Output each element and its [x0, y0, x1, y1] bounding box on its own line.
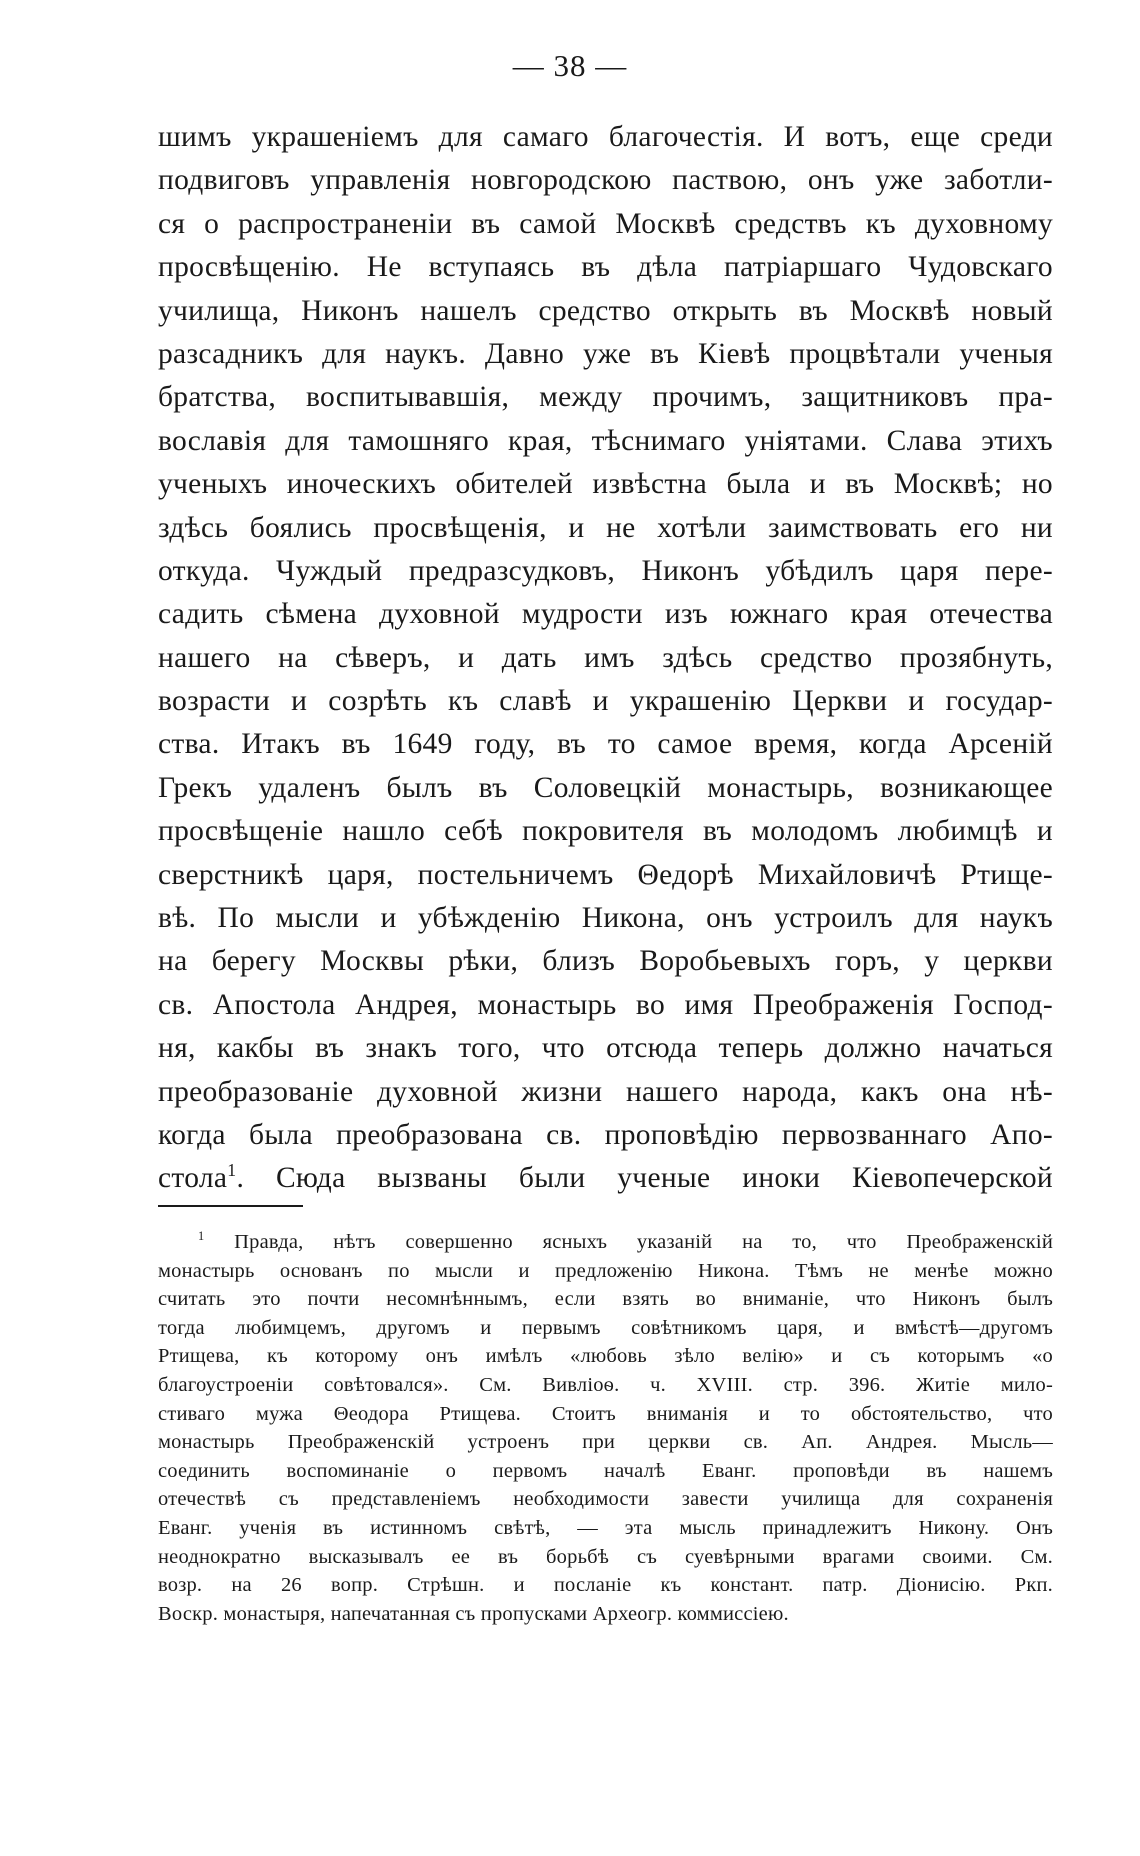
page-number: — 38 —	[512, 48, 628, 83]
text-line: просвѣщенію. Не вступаясь въ дѣла патріаршаго Чудовскаго	[158, 251, 1053, 284]
text-line: вѣ. По мысли и убѣжденію Никона, онъ устроилъ для наукъ	[158, 902, 1053, 935]
footnote-line: Ртищева, къ которому онъ имѣлъ «любовь зѣло велію» и съ которымъ «о	[158, 1345, 1053, 1368]
footnote-line: тогда любимцемъ, другомъ и первымъ совѣтникомъ царя, и вмѣстѣ—другомъ	[158, 1316, 1053, 1339]
footnote-text: Правда, нѣтъ совершенно ясныхъ указаній на то, что Преображенскій	[234, 1231, 1053, 1253]
text-line: св. Апостола Андрея, монастырь во имя Преображенія Господ-	[158, 988, 1053, 1021]
text-line: ства. Итакъ въ 1649 году, въ то самое время, когда Арсеній	[158, 728, 1053, 761]
text-line: Грекъ удаленъ былъ въ Соловецкій монастырь, возникающее	[158, 771, 1053, 804]
text-line: преобразованіе духовной жизни нашего народа, какъ она нѣ-	[158, 1075, 1053, 1108]
footnote-line: считать это почти несомнѣннымъ, если взять во вниманіе, что Никонъ былъ	[158, 1288, 1053, 1311]
text-line: ученыхъ иноческихъ обителей извѣстна была и въ Москвѣ; но	[158, 468, 1053, 501]
footnote-line: монастырь Преображенскій устроенъ при церкви св. Ап. Андрея. Мысль—	[158, 1431, 1053, 1454]
text-line: подвиговъ управленія новгородскою паствою, онъ уже заботли-	[158, 164, 1053, 197]
footnote-line-last: Воскр. монастыря, напечатанная съ пропусками Археогр. коммиссіею.	[158, 1602, 789, 1625]
text-fragment: . Сюда вызваны были ученые иноки Кіевопечерской	[236, 1162, 1053, 1195]
text-line: откуда. Чуждый предразсудковъ, Никонъ убѣдилъ царя пере-	[158, 554, 1053, 587]
text-line: разсадникъ для наукъ. Давно уже въ Кіевѣ процвѣтали ученыя	[158, 337, 1053, 370]
text-line: шимъ украшеніемъ для самаго благочестія. И вотъ, еще среди	[158, 121, 1053, 153]
main-text	[158, 116, 1053, 1201]
text-line: на берегу Москвы рѣки, близъ Воробьевыхъ горъ, у церкви	[158, 945, 1053, 978]
text-line-last	[158, 1157, 1053, 1200]
text-fragment: стола	[158, 1162, 228, 1195]
footnote-line: неоднократно высказывалъ ее въ борьбѣ съ суевѣрными врагами своими. См.	[158, 1545, 1053, 1568]
text-line: сверстникѣ царя, постельничемъ Θедорѣ Михайловичѣ Ртище-	[158, 858, 1053, 891]
text-line: просвѣщеніе нашло себѣ покровителя въ молодомъ любимцѣ и	[158, 815, 1053, 848]
text-line: братства, воспитывавшія, между прочимъ, защитниковъ пра-	[158, 381, 1053, 414]
footnote-marker: 1	[198, 1229, 205, 1244]
text-line: училища, Никонъ нашелъ средство открыть въ Москвѣ новый	[158, 294, 1053, 327]
text-line: когда была преобразована св. проповѣдію первозваннаго Апо-	[158, 1118, 1053, 1151]
text-line: ня, какбы въ знакъ того, что отсюда теперь должно начаться	[158, 1032, 1053, 1065]
text-line: нашего на сѣверъ, и дать имъ здѣсь средство прозябнуть,	[158, 641, 1053, 674]
text-line: садить сѣмена духовной мудрости изъ южнаго края отечества	[158, 598, 1053, 631]
footnote-line: отечествѣ съ представленіемъ необходимости завести училища для сохраненія	[158, 1488, 1053, 1511]
footnote-line: возр. на 26 вопр. Стрѣшн. и посланіе къ констант. патр. Діонисію. Ркп.	[158, 1574, 1053, 1597]
footnote-divider	[158, 1205, 303, 1207]
footnote-line: Еванг. ученія въ истинномъ свѣтѣ, — эта мысль принадлежитъ Никону. Онъ	[158, 1516, 1053, 1539]
footnote-line: стиваго мужа Θеодора Ртищева. Стоитъ вниманія и то обстоятельство, что	[158, 1402, 1053, 1425]
footnote-reference[interactable]: 1	[227, 1160, 237, 1181]
text-line: вославія для тамошняго края, тѣснимаго уніятами. Слава этихъ	[158, 424, 1053, 457]
footnote-line: соединить воспоминаніе о первомъ началѣ Еванг. проповѣди въ нашемъ	[158, 1459, 1053, 1482]
text-line: возрасти и созрѣть къ славѣ и украшенію Церкви и государ-	[158, 685, 1053, 718]
text-line: здѣсь боялись просвѣщенія, и не хотѣли заимствовать его ни	[158, 511, 1053, 544]
footnote-line: монастырь основанъ по мысли и предложенію Никона. Тѣмъ не менѣе можно	[158, 1259, 1053, 1282]
footnote	[158, 1228, 1053, 1628]
footnote-line-first	[158, 1228, 1053, 1257]
text-line: ся о распространеніи въ самой Москвѣ средствъ къ духовному	[158, 207, 1053, 240]
footnote-line: благоустроеніи совѣтовался». См. Вивліоѳ. ч. XVIII. стр. 396. Житіе мило-	[158, 1373, 1053, 1396]
